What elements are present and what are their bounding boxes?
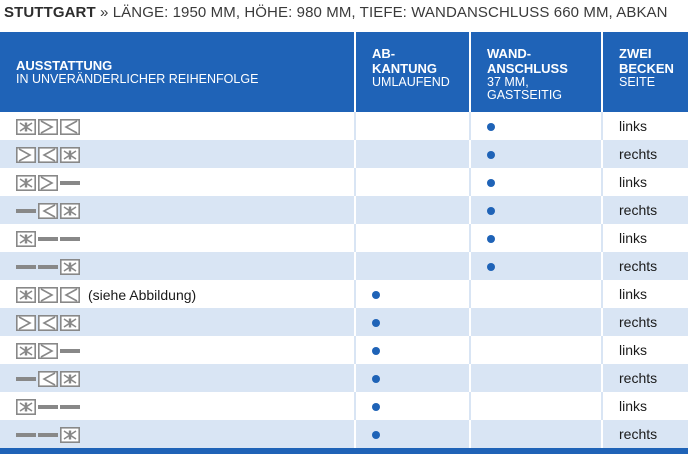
cell-abkantung <box>354 196 469 224</box>
cell-abkantung <box>354 252 469 280</box>
table-row <box>0 308 688 336</box>
table-header-row <box>0 32 688 112</box>
cell-ausstattung <box>0 112 354 140</box>
panel-flat-icon <box>60 343 80 359</box>
panel-arrow-left-icon <box>38 371 58 387</box>
cell-seite: links <box>601 336 688 364</box>
title-bold: STUTTGART <box>4 4 96 21</box>
bullet-icon <box>487 151 495 159</box>
panel-i-icon <box>16 231 36 247</box>
panel-arrow-left-icon <box>38 147 58 163</box>
icon-group <box>16 147 80 163</box>
panel-i-icon <box>16 175 36 191</box>
cell-wandanschluss <box>469 280 601 308</box>
cell-ausstattung <box>0 224 354 252</box>
row-note: (siehe Abbildung) <box>88 286 197 303</box>
header-abkantung <box>354 32 469 112</box>
cell-ausstattung <box>0 392 354 420</box>
header-main: ZWEI BECKEN <box>619 46 674 76</box>
cell-seite: rechts <box>601 252 688 280</box>
table-row <box>0 112 688 140</box>
header-ausstattung <box>0 32 354 112</box>
cell-wandanschluss <box>469 112 601 140</box>
cell-wandanschluss <box>469 336 601 364</box>
cell-seite: links <box>601 168 688 196</box>
cell-ausstattung <box>0 196 354 224</box>
panel-arrow-right-icon <box>38 287 58 303</box>
panel-flat-icon <box>16 259 36 275</box>
bullet-icon <box>372 347 380 355</box>
table-row <box>0 392 688 420</box>
icon-group <box>16 231 80 247</box>
cell-abkantung <box>354 364 469 392</box>
panel-flat-icon <box>16 203 36 219</box>
table-row <box>0 280 688 308</box>
cell-ausstattung <box>0 280 354 308</box>
bullet-icon <box>487 207 495 215</box>
panel-flat-icon <box>38 427 58 443</box>
icon-group <box>16 203 80 219</box>
cell-ausstattung <box>0 252 354 280</box>
panel-arrow-right-icon <box>16 315 36 331</box>
header-wandanschluss <box>469 32 601 112</box>
bullet-icon <box>372 403 380 411</box>
bullet-icon <box>372 431 380 439</box>
panel-flat-icon <box>38 259 58 275</box>
cell-seite: rechts <box>601 140 688 168</box>
cell-abkantung <box>354 112 469 140</box>
table-row <box>0 168 688 196</box>
icon-group <box>16 399 80 415</box>
panel-i-icon <box>60 315 80 331</box>
table-row <box>0 420 688 448</box>
header-sub: 37 MM, GASTSEITIG <box>487 75 563 102</box>
cell-ausstattung <box>0 420 354 448</box>
panel-i-icon <box>60 371 80 387</box>
page-title <box>0 0 688 32</box>
icon-group <box>16 371 80 387</box>
cell-abkantung <box>354 140 469 168</box>
panel-flat-icon <box>16 427 36 443</box>
panel-arrow-right-icon <box>38 175 58 191</box>
table-row <box>0 364 688 392</box>
panel-arrow-left-icon <box>60 287 80 303</box>
title-rest: » LÄNGE: 1950 MM, HÖHE: 980 MM, TIEFE: WANDANSCHLUSS 660 MM, ABKAN <box>95 4 668 21</box>
panel-flat-icon <box>38 231 58 247</box>
table-row <box>0 336 688 364</box>
panel-flat-icon <box>60 231 80 247</box>
header-main: AUSSTATTUNG <box>16 58 113 73</box>
header-main: WAND- ANSCHLUSS <box>487 46 568 76</box>
header-sub: UMLAUFEND <box>372 75 450 89</box>
table-row <box>0 252 688 280</box>
panel-flat-icon <box>38 399 58 415</box>
cell-abkantung <box>354 224 469 252</box>
cell-wandanschluss <box>469 364 601 392</box>
header-sub: IN UNVERÄNDERLICHER REIHENFOLGE <box>16 72 259 86</box>
bottom-rule <box>0 448 688 454</box>
cell-ausstattung <box>0 364 354 392</box>
header-zwei-becken <box>601 32 688 112</box>
bullet-icon <box>487 179 495 187</box>
panel-arrow-right-icon <box>38 343 58 359</box>
icon-group <box>16 259 80 275</box>
table-row <box>0 224 688 252</box>
bullet-icon <box>372 319 380 327</box>
cell-wandanschluss <box>469 196 601 224</box>
cell-ausstattung <box>0 168 354 196</box>
panel-i-icon <box>16 343 36 359</box>
icon-group <box>16 427 80 443</box>
cell-seite: links <box>601 224 688 252</box>
cell-ausstattung <box>0 336 354 364</box>
cell-seite: rechts <box>601 420 688 448</box>
panel-i-icon <box>16 399 36 415</box>
panel-i-icon <box>60 147 80 163</box>
cell-wandanschluss <box>469 308 601 336</box>
header-main: AB- KANTUNG <box>372 46 437 76</box>
cell-wandanschluss <box>469 168 601 196</box>
cell-abkantung <box>354 392 469 420</box>
panel-flat-icon <box>60 399 80 415</box>
cell-wandanschluss <box>469 392 601 420</box>
panel-arrow-left-icon <box>38 203 58 219</box>
cell-seite: links <box>601 392 688 420</box>
icon-group <box>16 343 80 359</box>
cell-abkantung <box>354 336 469 364</box>
panel-flat-icon <box>16 371 36 387</box>
bullet-icon <box>487 235 495 243</box>
table-row <box>0 140 688 168</box>
cell-wandanschluss <box>469 252 601 280</box>
icon-group <box>16 315 80 331</box>
panel-i-icon <box>60 259 80 275</box>
panel-arrow-right-icon <box>38 119 58 135</box>
cell-seite: rechts <box>601 308 688 336</box>
cell-ausstattung <box>0 140 354 168</box>
cell-seite: links <box>601 280 688 308</box>
cell-seite: rechts <box>601 364 688 392</box>
table-row <box>0 196 688 224</box>
cell-seite: links <box>601 112 688 140</box>
panel-arrow-right-icon <box>16 147 36 163</box>
panel-arrow-left-icon <box>60 119 80 135</box>
bullet-icon <box>372 375 380 383</box>
cell-ausstattung <box>0 308 354 336</box>
panel-i-icon <box>60 427 80 443</box>
cell-abkantung <box>354 280 469 308</box>
panel-i-icon <box>16 119 36 135</box>
cell-wandanschluss <box>469 420 601 448</box>
bullet-icon <box>372 291 380 299</box>
cell-wandanschluss <box>469 224 601 252</box>
icon-group <box>16 175 80 191</box>
panel-i-icon <box>16 287 36 303</box>
bullet-icon <box>487 263 495 271</box>
cell-abkantung <box>354 308 469 336</box>
panel-i-icon <box>60 203 80 219</box>
cell-seite: rechts <box>601 196 688 224</box>
equipment-table <box>0 32 688 448</box>
panel-arrow-left-icon <box>38 315 58 331</box>
header-sub: SEITE <box>619 75 656 89</box>
icon-group <box>16 287 80 303</box>
cell-abkantung <box>354 420 469 448</box>
bullet-icon <box>487 123 495 131</box>
icon-group <box>16 119 80 135</box>
panel-flat-icon <box>60 175 80 191</box>
cell-wandanschluss <box>469 140 601 168</box>
cell-abkantung <box>354 168 469 196</box>
